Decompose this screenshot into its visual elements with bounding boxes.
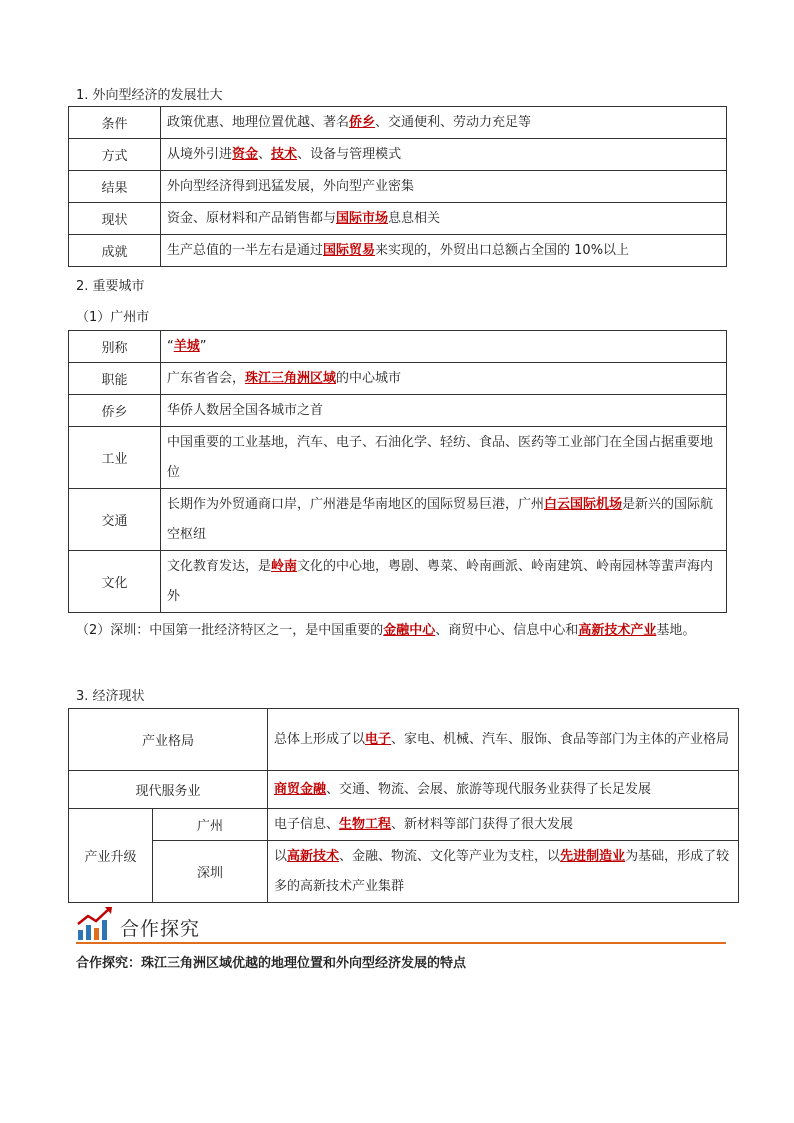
guangzhou-row-content: [161, 551, 727, 613]
section1-row-content: [161, 107, 727, 139]
industry-layout-content: [268, 709, 739, 771]
upgrade-shenzhen-content: [268, 841, 739, 903]
section1-row-label: 成就: [69, 235, 161, 267]
section1-row: [69, 107, 727, 139]
text-segment: 电子信息、: [274, 816, 340, 832]
text-segment: 、新材料等部门获得了很大发展: [391, 816, 574, 832]
keyword-highlight: 高新技术: [287, 848, 340, 864]
text-segment: 从境外引进: [167, 146, 233, 162]
keyword-highlight: 金融中心: [383, 623, 436, 638]
keyword-highlight: 先进制造业: [560, 848, 626, 864]
guangzhou-row-label: 文化: [69, 551, 161, 613]
keyword-highlight: 国际市场: [336, 210, 389, 226]
guangzhou-row: [69, 489, 727, 551]
keyword-highlight: 生物工程: [339, 816, 392, 832]
text-segment: ”: [199, 338, 207, 354]
guangzhou-row-label: 工业: [69, 427, 161, 489]
banner-divider: [76, 942, 726, 944]
cooperation-question: 合作探究：珠江三角洲区域优越的地理位置和外向型经济发展的特点: [76, 956, 467, 971]
modern-services-label: 现代服务业: [69, 771, 268, 809]
keyword-highlight: 商贸金融: [274, 781, 327, 797]
banner-title: 合作探究: [120, 918, 201, 940]
section1-row: [69, 203, 727, 235]
section1-row: [69, 139, 727, 171]
keyword-highlight: 国际贸易: [323, 242, 376, 258]
text-segment: 的中心城市: [336, 370, 402, 386]
guangzhou-row: [69, 427, 727, 489]
text-segment: 文化的中心地，粤剧、粤菜、岭南画派、岭南建筑、岭南园林等蜚声海内外: [167, 558, 714, 604]
economy-table: [68, 708, 739, 903]
keyword-highlight: 珠江三角洲区域: [245, 370, 337, 386]
text-segment: “: [167, 338, 174, 354]
section1-table: [68, 106, 727, 267]
text-segment: 长期作为外贸通商口岸，广州港是华南地区的国际贸易巨港，广州: [167, 496, 545, 512]
industry-layout-label: 产业格局: [69, 709, 268, 771]
section2-heading: 2. 重要城市: [76, 279, 145, 294]
section3-heading: 3. 经济现状: [76, 689, 145, 704]
text-segment: 是新兴的国际航空枢纽: [167, 496, 714, 542]
text-segment: 政策优惠、地理位置优越、著名: [167, 114, 350, 130]
text-segment: （2）深圳：中国第一批经济特区之一，是中国重要的: [76, 623, 384, 638]
text-segment: 为基础，形成了较多的高新技术产业集群: [274, 848, 730, 894]
guangzhou-row-content: [161, 363, 727, 395]
keyword-highlight: 高新技术产业: [578, 623, 657, 638]
text-segment: 外向型经济得到迅猛发展，外向型产业密集: [167, 178, 415, 194]
keyword-highlight: 电子: [365, 731, 392, 747]
text-segment: 华侨人数居全国各城市之首: [167, 402, 324, 418]
upgrade-guangzhou-label: 广州: [153, 809, 268, 841]
guangzhou-row-label: 职能: [69, 363, 161, 395]
text-segment: 中国重要的工业基地，汽车、电子、石油化学、轻纺、食品、医药等工业部门在全国占据重要地位: [167, 434, 714, 480]
shenzhen-paragraph: [76, 616, 726, 646]
upgrade-guangzhou-content: [268, 809, 739, 841]
keyword-highlight: 岭南: [271, 558, 298, 574]
section1-row-content: [161, 235, 727, 267]
section1-row-content: [161, 139, 727, 171]
keyword-highlight: 侨乡: [349, 114, 376, 130]
text-segment: 、家电、机械、汽车、服饰、食品等部门为主体的产业格局: [391, 731, 730, 747]
text-segment: 来实现的，外贸出口总额占全国的 10%以上: [375, 242, 630, 258]
section1-row: [69, 235, 727, 267]
guangzhou-row-content: [161, 395, 727, 427]
text-segment: 广东省省会，: [167, 370, 246, 386]
upgrade-label: 产业升级: [69, 809, 153, 903]
section1-row-content: [161, 203, 727, 235]
cooperation-banner: [76, 904, 726, 944]
text-segment: 、交通便利、劳动力充足等: [375, 114, 532, 130]
guangzhou-table: [68, 330, 727, 613]
guangzhou-row: [69, 331, 727, 363]
section1-row-label: 条件: [69, 107, 161, 139]
text-segment: 资金、原材料和产品销售都与: [167, 210, 337, 226]
guangzhou-row-content: [161, 427, 727, 489]
bar-chart-trend-icon: [76, 906, 114, 942]
text-segment: 、商贸中心、信息中心和: [435, 623, 579, 638]
text-segment: 基地。: [656, 623, 696, 638]
guangzhou-row: [69, 395, 727, 427]
section1-row-label: 结果: [69, 171, 161, 203]
keyword-highlight: 资金: [232, 146, 259, 162]
guangzhou-row-content: [161, 489, 727, 551]
section1-row-content: [161, 171, 727, 203]
guangzhou-row-label: 交通: [69, 489, 161, 551]
keyword-highlight: 技术: [271, 146, 298, 162]
guangzhou-row: [69, 551, 727, 613]
guangzhou-row-content: [161, 331, 727, 363]
guangzhou-heading: （1）广州市: [76, 310, 150, 325]
text-segment: 文化教育发达，是: [167, 558, 272, 574]
upgrade-shenzhen-label: 深圳: [153, 841, 268, 903]
text-segment: 总体上形成了以: [274, 731, 366, 747]
guangzhou-row: [69, 363, 727, 395]
keyword-highlight: 白云国际机场: [544, 496, 623, 512]
section1-heading: 1. 外向型经济的发展壮大: [76, 88, 223, 103]
section1-row: [69, 171, 727, 203]
text-segment: 、设备与管理模式: [297, 146, 402, 162]
section1-row-label: 方式: [69, 139, 161, 171]
text-segment: 生产总值的一半左右是通过: [167, 242, 324, 258]
keyword-highlight: 羊城: [173, 338, 200, 354]
text-segment: 、交通、物流、会展、旅游等现代服务业获得了长足发展: [326, 781, 652, 797]
text-segment: 、: [258, 146, 272, 162]
guangzhou-row-label: 侨乡: [69, 395, 161, 427]
section1-row-label: 现状: [69, 203, 161, 235]
text-segment: 息息相关: [388, 210, 441, 226]
guangzhou-row-label: 别称: [69, 331, 161, 363]
text-segment: 以: [274, 848, 288, 864]
modern-services-content: [268, 771, 739, 809]
text-segment: 、金融、物流、文化等产业为支柱，以: [339, 848, 561, 864]
